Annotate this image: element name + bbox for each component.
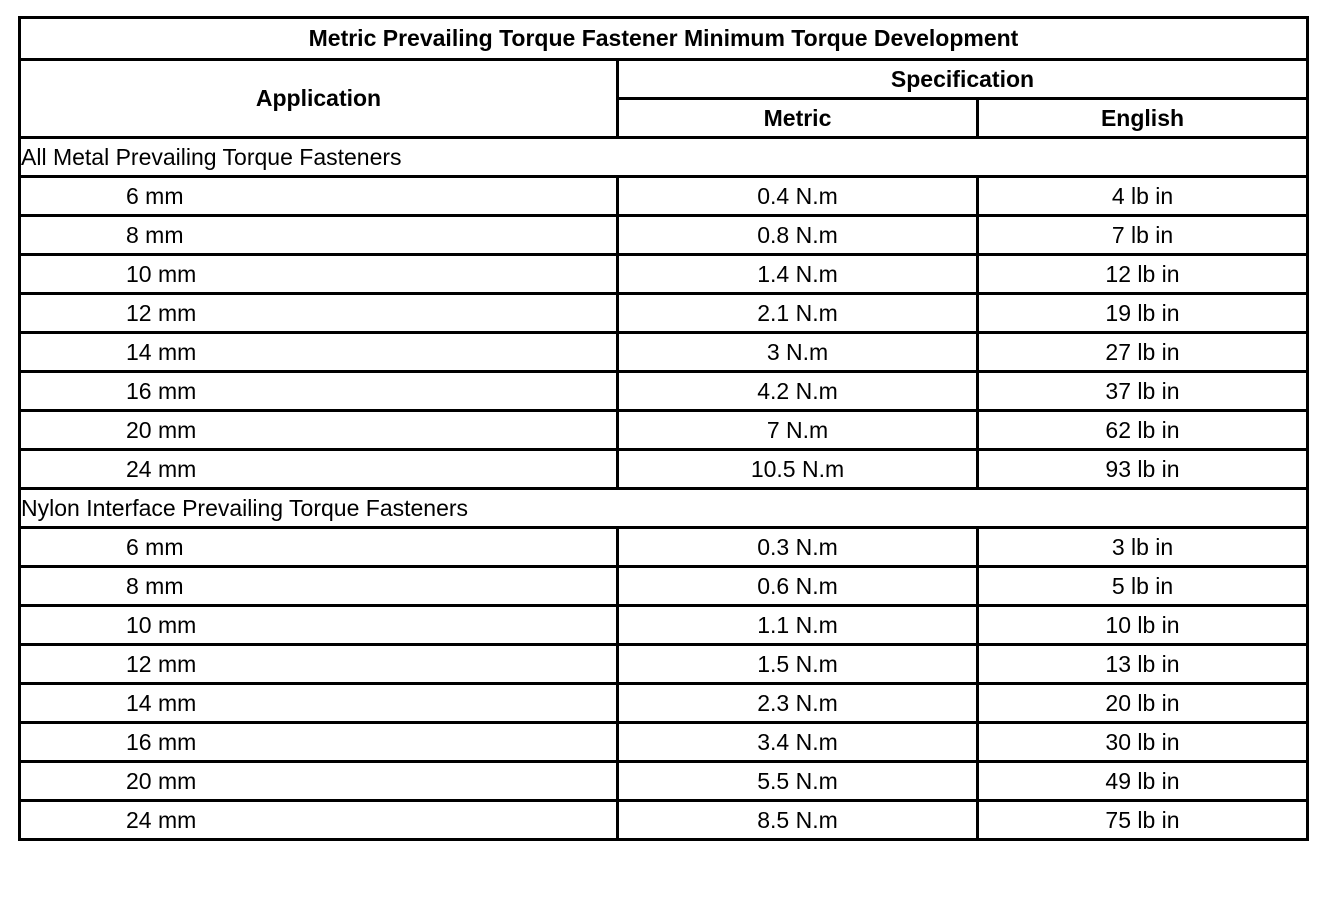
english-cell: 4 lb in bbox=[978, 177, 1308, 216]
metric-cell: 2.1 N.m bbox=[618, 294, 978, 333]
table-row bbox=[20, 333, 1308, 372]
specification-header: Specification bbox=[618, 60, 1308, 99]
metric-cell: 0.3 N.m bbox=[618, 528, 978, 567]
size-cell: 24 mm bbox=[20, 801, 618, 840]
english-cell: 49 lb in bbox=[978, 762, 1308, 801]
english-cell: 37 lb in bbox=[978, 372, 1308, 411]
metric-cell: 4.2 N.m bbox=[618, 372, 978, 411]
metric-cell: 1.1 N.m bbox=[618, 606, 978, 645]
english-header: English bbox=[978, 99, 1308, 138]
metric-cell: 3.4 N.m bbox=[618, 723, 978, 762]
size-cell: 8 mm bbox=[20, 567, 618, 606]
size-cell: 16 mm bbox=[20, 372, 618, 411]
english-cell: 19 lb in bbox=[978, 294, 1308, 333]
metric-cell: 0.4 N.m bbox=[618, 177, 978, 216]
table-row bbox=[20, 645, 1308, 684]
size-cell: 6 mm bbox=[20, 528, 618, 567]
size-cell: 12 mm bbox=[20, 294, 618, 333]
group-row bbox=[20, 489, 1308, 528]
english-cell: 30 lb in bbox=[978, 723, 1308, 762]
group-label: All Metal Prevailing Torque Fasteners bbox=[20, 138, 1308, 177]
english-cell: 3 lb in bbox=[978, 528, 1308, 567]
size-cell: 24 mm bbox=[20, 450, 618, 489]
english-cell: 13 lb in bbox=[978, 645, 1308, 684]
table-row bbox=[20, 411, 1308, 450]
title-row bbox=[20, 18, 1308, 60]
table-row bbox=[20, 723, 1308, 762]
table-row bbox=[20, 450, 1308, 489]
group-row bbox=[20, 138, 1308, 177]
size-cell: 14 mm bbox=[20, 333, 618, 372]
torque-spec-table bbox=[18, 16, 1309, 841]
english-cell: 27 lb in bbox=[978, 333, 1308, 372]
metric-cell: 1.5 N.m bbox=[618, 645, 978, 684]
table-row bbox=[20, 762, 1308, 801]
english-cell: 10 lb in bbox=[978, 606, 1308, 645]
table-row bbox=[20, 216, 1308, 255]
english-cell: 20 lb in bbox=[978, 684, 1308, 723]
table-row bbox=[20, 255, 1308, 294]
table-row bbox=[20, 567, 1308, 606]
table-title: Metric Prevailing Torque Fastener Minimum Torque Development bbox=[20, 18, 1308, 60]
size-cell: 6 mm bbox=[20, 177, 618, 216]
english-cell: 75 lb in bbox=[978, 801, 1308, 840]
table-row bbox=[20, 528, 1308, 567]
metric-cell: 8.5 N.m bbox=[618, 801, 978, 840]
size-cell: 12 mm bbox=[20, 645, 618, 684]
application-header: Application bbox=[20, 60, 618, 138]
metric-cell: 1.4 N.m bbox=[618, 255, 978, 294]
english-cell: 7 lb in bbox=[978, 216, 1308, 255]
metric-cell: 0.8 N.m bbox=[618, 216, 978, 255]
metric-cell: 3 N.m bbox=[618, 333, 978, 372]
table-row bbox=[20, 684, 1308, 723]
size-cell: 10 mm bbox=[20, 606, 618, 645]
english-cell: 93 lb in bbox=[978, 450, 1308, 489]
metric-header: Metric bbox=[618, 99, 978, 138]
size-cell: 20 mm bbox=[20, 762, 618, 801]
size-cell: 16 mm bbox=[20, 723, 618, 762]
table-row bbox=[20, 294, 1308, 333]
table-row bbox=[20, 177, 1308, 216]
metric-cell: 5.5 N.m bbox=[618, 762, 978, 801]
metric-cell: 2.3 N.m bbox=[618, 684, 978, 723]
table-row bbox=[20, 606, 1308, 645]
header-row-1 bbox=[20, 60, 1308, 99]
metric-cell: 0.6 N.m bbox=[618, 567, 978, 606]
table-row bbox=[20, 801, 1308, 840]
metric-cell: 7 N.m bbox=[618, 411, 978, 450]
group-label: Nylon Interface Prevailing Torque Fasteners bbox=[20, 489, 1308, 528]
english-cell: 12 lb in bbox=[978, 255, 1308, 294]
size-cell: 8 mm bbox=[20, 216, 618, 255]
english-cell: 62 lb in bbox=[978, 411, 1308, 450]
english-cell: 5 lb in bbox=[978, 567, 1308, 606]
metric-cell: 10.5 N.m bbox=[618, 450, 978, 489]
table-row bbox=[20, 372, 1308, 411]
size-cell: 20 mm bbox=[20, 411, 618, 450]
size-cell: 14 mm bbox=[20, 684, 618, 723]
size-cell: 10 mm bbox=[20, 255, 618, 294]
